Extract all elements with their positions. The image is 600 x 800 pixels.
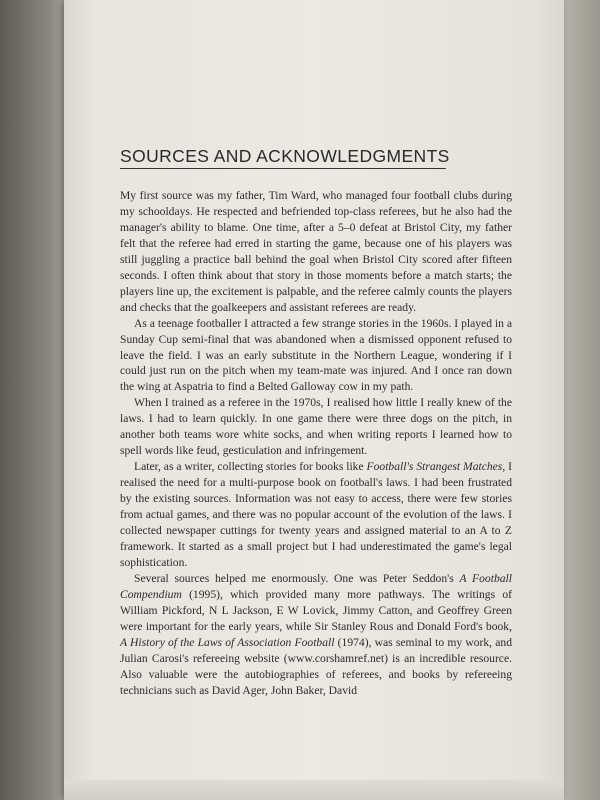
book-title-strangest-matches: Football's Strangest Matches (366, 460, 503, 474)
paragraph-5 (120, 571, 512, 699)
paragraph-4 (120, 459, 512, 571)
paragraph-4-lead: Later, as a writer, collecting stories for books like (134, 460, 367, 474)
heading-rule (120, 168, 446, 169)
background-surface (560, 0, 600, 800)
paragraph-5-middle: (1995), which provided many more pathways. The writings of William Pickford, N L Jackson, E W Lovick, Jimmy Catton, and Geoffrey Green were important for the early years, while Sir Stanley Rous and Donald Ford's book, (120, 587, 512, 633)
book-gutter-shadow (0, 0, 72, 800)
book-title-football-compendium: A Football Compendium (120, 571, 512, 601)
paragraph-3: When I trained as a referee in the 1970s, I realised how little I really knew of the laws. I had to learn quickly. In one game there were three dogs on the pitch, in another both teams wore white socks, and when writing reports I learned how to spell words like feud, gesticulation and infringement. (120, 396, 512, 458)
chapter-heading: SOURCES AND ACKNOWLEDGMENTS (120, 146, 450, 166)
paragraph-5-lead: Several sources helped me enormously. One was Peter Seddon's (134, 571, 460, 585)
book-title-history-of-laws: A History of the Laws of Association Football (120, 635, 335, 649)
paragraph-4-rest: , I realised the need for a multi-purpose book on football's laws. I had been frustrated by the existing sources. Information was not easy to access, there were few stories from actual games, and there was no popular account of the evolution of the laws. I collected newspaper cuttings for twenty years and assigned material to an A to Z framework. It started as a small project but I had underestimated the game's legal sophistication. (120, 460, 512, 569)
paragraph-1: My first source was my father, Tim Ward, who managed four football clubs during my schooldays. He respected and befriended top-class referees, but he also had the manager's ability to blame. One time, after a 5–0 defeat at Bristol City, my father felt that the referee had erred in starting the game, because one of his players was still juggling a practice ball behind the goal when Bristol City scored after fifteen seconds. I often think about that story in those moments before a match starts; the players line up, the excitement is palpable, and the referee calmly counts the players and checks that the goalkeepers and assistant referees are ready. (120, 189, 512, 314)
paragraph-5-rest: (1974), was seminal to my work, and Julian Carosi's refereeing website (www.corshamref.net) is an incredible resource. Also valuable were the autobiographies of referees, and books by refereeing technicians such as David Ager, John Baker, David (120, 635, 512, 697)
page-bottom-edge (64, 780, 564, 800)
body-text (120, 188, 512, 699)
paragraph-2: As a teenage footballer I attracted a few strange stories in the 1960s. I played in a Sunday Cup semi-final that was abandoned when a dismissed opponent refused to leave the field. I was an early substitute in the Northern League, wondering if I could just run on the pitch when my team-mate was injured. And I once ran down the wing at Aspatria to find a Belted Galloway cow in my path. (120, 316, 512, 394)
